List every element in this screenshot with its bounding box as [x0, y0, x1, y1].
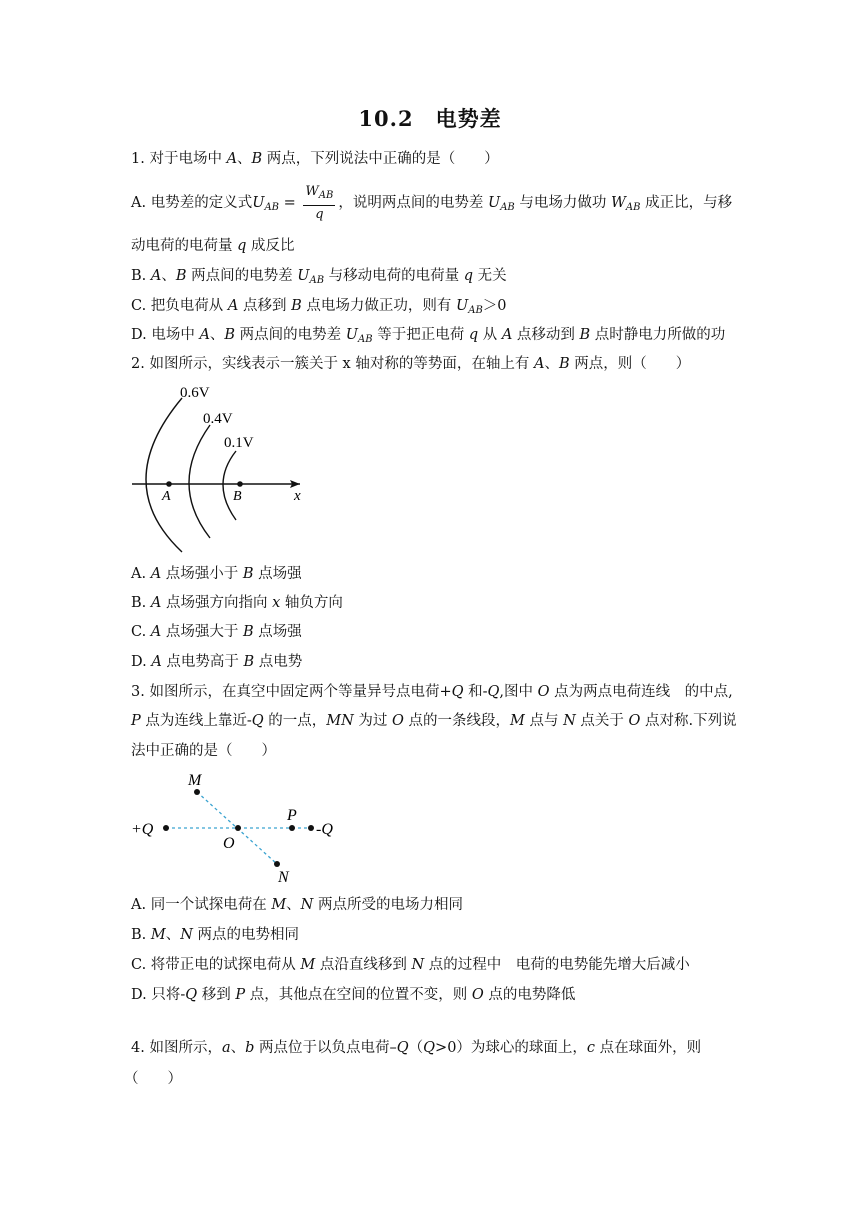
- q4-stem-line2: （ ）: [124, 1071, 182, 1087]
- label-minus-q: -Q: [316, 821, 333, 838]
- q2-option-a: A. A 点场强小于 B 点场强: [131, 566, 302, 582]
- q3-stem-line1: 3. 如图所示，在真空中固定两个等量异号点电荷+Q 和-Q,图中 O 点为两点电荷连线 的中点,: [131, 684, 733, 700]
- q3-option-b: B. M、N 两点的电势相同: [131, 927, 300, 943]
- point-plus-q: [163, 825, 169, 831]
- q1-stem: 1. 对于电场中 A、B 两点，下列说法中正确的是（ ）: [131, 151, 499, 167]
- q1-option-b: B. A、B 两点间的电势差 $U_{AB}$ 与移动电荷的电荷量 q 无关: [131, 268, 507, 286]
- q1-option-d: D. 电场中 A、B 两点间的电势差 $U_{AB}$ 等于把正电荷 q 从 A 点移动到 B 点时静电力所做的功: [131, 327, 726, 345]
- point-p: [289, 825, 295, 831]
- q1-option-c: C. 把负电荷从 A 点移到 B 点电场力做正功，则有 $U_{AB}>0$: [131, 298, 507, 316]
- q1-option-a: A. 电势差的定义式$U_{AB}$ = $\frac{W_{AB}}{q}$ ，说明两点间的电势差 $U_{AB}$ 与电场力做功 $W_{AB}$ 成正比，与移: [131, 183, 733, 222]
- equipotential-line-outer: [146, 398, 182, 552]
- equipotential-figure: [120, 378, 320, 560]
- q3-stem-line2: P 点为连线上靠近-Q 的一点，MN 为过 O 点的一条线段，M 点与 N 点关于 O 点对称.下列说: [131, 713, 737, 729]
- q3-option-c: C. 将带正电的试探电荷从 M 点沿直线移到 N 点的过程中 电荷的电势能先增大后减小: [131, 957, 690, 973]
- label-0.4v: 0.4V: [203, 411, 233, 427]
- point-a: [166, 481, 172, 487]
- q2-option-d: D. A 点电势高于 B 点电势: [131, 654, 303, 670]
- label-a: A: [162, 489, 171, 504]
- q2-option-b: B. A 点场强方向指向 x 轴负方向: [131, 595, 343, 611]
- q3-stem-line3: 法中正确的是（ ）: [131, 743, 276, 759]
- label-x: x: [294, 488, 301, 504]
- charges-figure: [125, 766, 355, 890]
- label-0.6v: 0.6V: [180, 385, 210, 401]
- equipotential-line-middle: [189, 425, 210, 538]
- point-o: [235, 825, 241, 831]
- q3-option-d: D. 只将-Q 移到 P 点，其他点在空间的位置不变，则 O 点的电势降低: [131, 987, 576, 1003]
- label-b: B: [233, 489, 242, 504]
- label-0.1v: 0.1V: [224, 435, 254, 451]
- label-m: M: [188, 772, 202, 789]
- q4-stem-line1: 4. 如图所示，a、b 两点位于以负点电荷–Q（Q>0）为球心的球面上，c 点在球面外，则: [131, 1040, 702, 1056]
- page-title: 10.2 电势差: [358, 106, 502, 131]
- q3-option-a: A. 同一个试探电荷在 M、N 两点所受的电场力相同: [131, 897, 463, 913]
- point-m: [194, 789, 200, 795]
- formula-fraction: $\frac{W_{AB}}{q}$: [305, 183, 334, 222]
- label-plus-q: +Q: [131, 821, 154, 838]
- q1-option-a-cont: 动电荷的电荷量 q 成反比: [131, 238, 295, 254]
- point-b: [237, 481, 243, 487]
- equipotential-line-inner: [223, 451, 236, 520]
- label-p: P: [287, 807, 297, 824]
- q2-option-c: C. A 点场强大于 B 点场强: [131, 624, 302, 640]
- label-o: O: [223, 835, 235, 852]
- point-minus-q: [308, 825, 314, 831]
- q2-stem: 2. 如图所示，实线表示一簇关于 x 轴对称的等势面，在轴上有 A、B 两点，则（ ）: [131, 356, 691, 372]
- label-n: N: [278, 869, 289, 886]
- point-n: [274, 861, 280, 867]
